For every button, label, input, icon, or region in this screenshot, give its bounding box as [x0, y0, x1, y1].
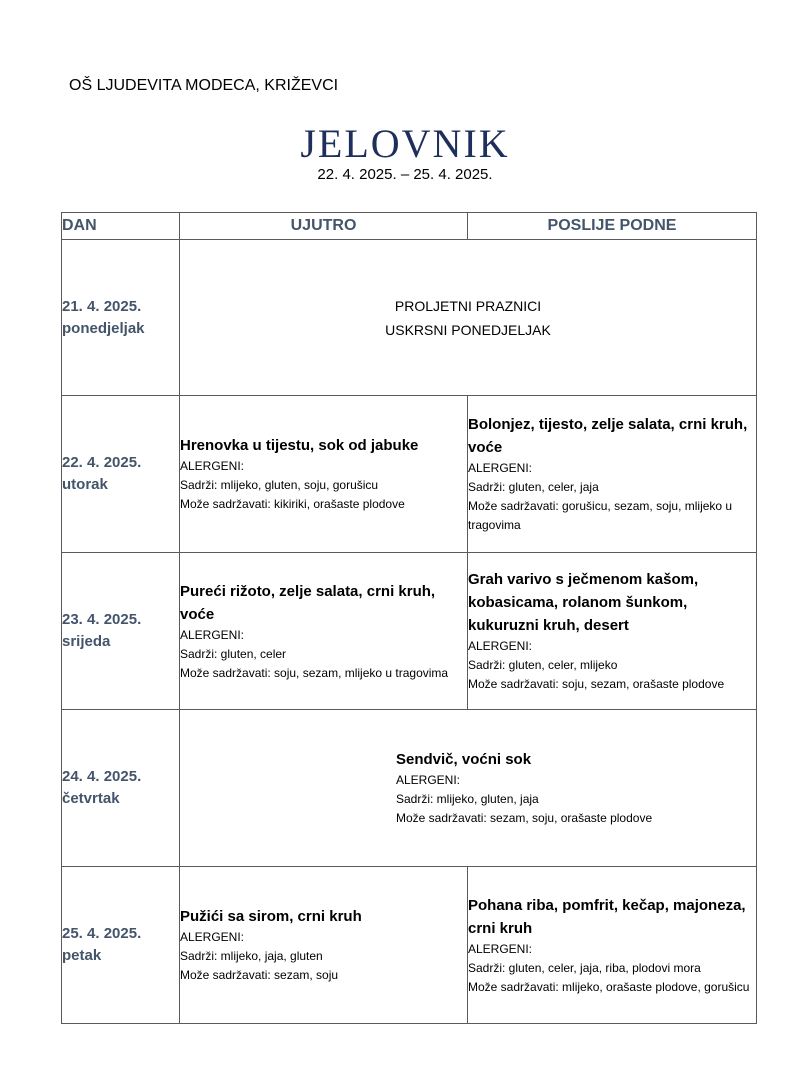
table-row [62, 867, 757, 1024]
holiday-cell [180, 240, 757, 396]
morning-meal-cell [180, 553, 468, 710]
day-date: 21. 4. 2025. [62, 297, 142, 315]
table-row [62, 553, 757, 710]
dish-name: Hrenovka u tijestu, sok od jabuke [180, 437, 419, 454]
holiday-line-2: USKRSNI PONEDJELJAK [385, 321, 551, 338]
day-date: 22. 4. 2025. [62, 454, 142, 471]
allergens-contains: Sadrži: mlijeko, gluten, soju, gorušicu [180, 478, 379, 492]
day-cell [62, 710, 180, 867]
dish-name: Pureći rižoto, zelje salata, crni kruh, voće [180, 582, 436, 623]
allergens-contains: Sadrži: gluten, celer, jaja, riba, plodovi mora [468, 960, 701, 975]
day-cell [62, 396, 180, 553]
afternoon-meal-cell [468, 553, 757, 710]
allergens-may-contain: Može sadržavati: soju, sezam, mlijeko u tragovima [180, 665, 449, 680]
allergens-contains: Sadrži: gluten, celer, mlijeko [468, 658, 618, 672]
dish-name: Bolonjez, tijesto, zelje salata, crni kruh, voće [468, 416, 748, 456]
allergens-heading: ALERGENI: [468, 461, 533, 475]
day-date: 24. 4. 2025. [62, 768, 142, 785]
table-row [62, 396, 757, 553]
menu-table [61, 212, 757, 1024]
allergens-contains: Sadrži: mlijeko, jaja, gluten [180, 949, 323, 963]
allergens-contains: Sadrži: mlijeko, gluten, jaja [396, 792, 539, 806]
table-row [62, 240, 757, 396]
allergens-heading: ALERGENI: [396, 773, 461, 787]
column-header-day: DAN [62, 213, 180, 240]
morning-meal-cell [180, 396, 468, 553]
day-date: 23. 4. 2025. [62, 611, 142, 628]
day-weekday: utorak [62, 476, 108, 493]
table-header-row [62, 213, 757, 240]
allergens-may-contain: Može sadržavati: mlijeko, orašaste plodove, gorušicu [468, 979, 750, 994]
allergens-contains: Sadrži: gluten, celer, jaja [468, 480, 599, 494]
allergens-heading: ALERGENI: [468, 639, 533, 653]
allergens-may-contain: Može sadržavati: gorušicu, sezam, soju, mlijeko u tragovima [468, 499, 733, 532]
allergens-may-contain: Može sadržavati: kikiriki, orašaste plodove [180, 497, 405, 511]
afternoon-meal-cell [468, 867, 757, 1024]
school-name: OŠ LJUDEVITA MODECA, KRIŽEVCI [69, 77, 339, 94]
day-cell [62, 240, 180, 396]
holiday-line-1: PROLJETNI PRAZNICI [394, 297, 542, 314]
date-range: 22. 4. 2025. – 25. 4. 2025. [317, 166, 493, 183]
day-weekday: ponedjeljak [62, 319, 145, 337]
page-title: JELOVNIK [300, 121, 510, 166]
dish-name: Pohana riba, pomfrit, kečap, majoneza, crni kruh [468, 896, 746, 937]
column-header-morning: UJUTRO [180, 213, 468, 240]
dish-name: Grah varivo s ječmenom kašom, kobasicama, rolanom šunkom, kukuruzni kruh, desert [468, 571, 699, 634]
day-cell [62, 553, 180, 710]
allergens-heading: ALERGENI: [180, 930, 245, 944]
all-day-meal-cell [180, 710, 757, 867]
allergens-may-contain: Može sadržavati: sezam, soju [180, 968, 339, 982]
day-date: 25. 4. 2025. [62, 925, 142, 942]
allergens-heading: ALERGENI: [180, 459, 245, 473]
morning-meal-cell [180, 867, 468, 1024]
day-weekday: četvrtak [62, 790, 120, 807]
column-header-afternoon: POSLIJE PODNE [468, 213, 757, 240]
allergens-may-contain: Može sadržavati: soju, sezam, orašaste plodove [468, 677, 725, 691]
table-row [62, 710, 757, 867]
day-weekday: srijeda [62, 633, 111, 650]
allergens-heading: ALERGENI: [180, 627, 245, 642]
day-weekday: petak [62, 947, 102, 964]
afternoon-meal-cell [468, 396, 757, 553]
all-day-meal-block [396, 748, 652, 828]
allergens-may-contain: Može sadržavati: sezam, soju, orašaste plodove [396, 811, 653, 825]
day-cell [62, 867, 180, 1024]
dish-name: Pužići sa sirom, crni kruh [180, 908, 362, 925]
dish-name: Sendvič, voćni sok [396, 751, 532, 768]
allergens-contains: Sadrži: gluten, celer [180, 646, 287, 661]
allergens-heading: ALERGENI: [468, 941, 533, 956]
